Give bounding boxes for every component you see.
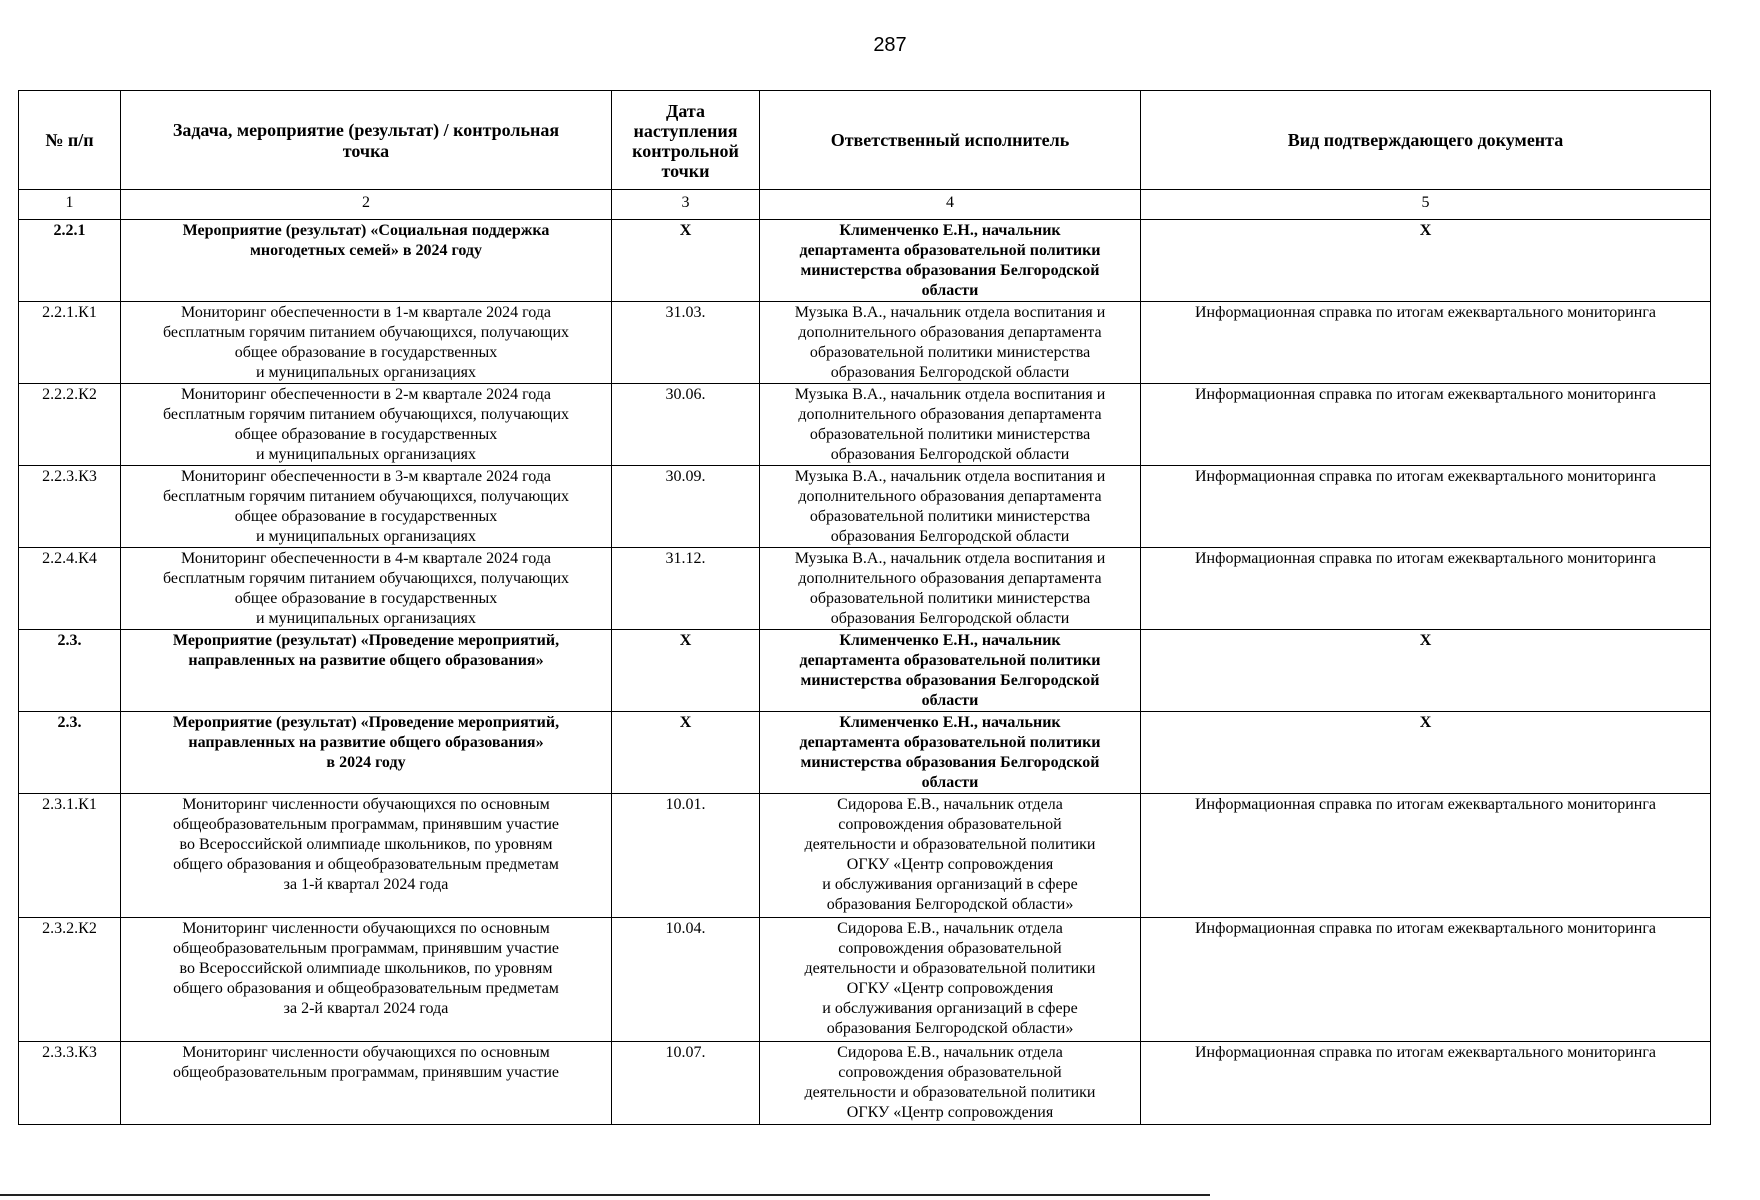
row-executor: Музыка В.А., начальник отдела воспитания и дополнительного образования департамента образовательной политики министерства образования Белгородской области bbox=[760, 466, 1141, 548]
column-number: 1 bbox=[19, 190, 121, 220]
row-task: Мониторинг численности обучающихся по основным общеобразовательным программам, принявшим участие bbox=[121, 1042, 612, 1125]
page-number: 287 bbox=[873, 34, 907, 56]
bottom-rule bbox=[0, 1194, 1210, 1196]
header-task: Задача, мероприятие (результат) / контрольная точка bbox=[121, 91, 612, 190]
row-date: 10.01. bbox=[612, 794, 760, 918]
row-executor: Клименченко Е.Н., начальник департамента образовательной политики министерства образования Белгородской области bbox=[760, 712, 1141, 794]
table-row bbox=[19, 302, 1711, 384]
row-document: Информационная справка по итогам ежеквартального мониторинга bbox=[1141, 918, 1711, 1042]
row-document: X bbox=[1141, 630, 1711, 712]
column-numbers-row bbox=[19, 190, 1711, 220]
row-document: Информационная справка по итогам ежеквартального мониторинга bbox=[1141, 1042, 1711, 1125]
row-task: Мониторинг численности обучающихся по основным общеобразовательным программам, принявшим участие во Всероссийской олимпиаде школьников, по уровням общего образования и общеобразовательным предметам за 1-й квартал 2024 года bbox=[121, 794, 612, 918]
row-document: Информационная справка по итогам ежеквартального мониторинга bbox=[1141, 384, 1711, 466]
column-number: 4 bbox=[760, 190, 1141, 220]
table-row bbox=[19, 794, 1711, 918]
row-task: Мероприятие (результат) «Проведение мероприятий, направленных на развитие общего образования» в 2024 году bbox=[121, 712, 612, 794]
row-document: Информационная справка по итогам ежеквартального мониторинга bbox=[1141, 302, 1711, 384]
column-number: 5 bbox=[1141, 190, 1711, 220]
row-document: Информационная справка по итогам ежеквартального мониторинга bbox=[1141, 466, 1711, 548]
row-executor: Сидорова Е.В., начальник отдела сопровождения образовательной деятельности и образовательной политики ОГКУ «Центр сопровождения и обслуживания организаций в сфере образования Белгородской области» bbox=[760, 918, 1141, 1042]
row-date: 31.03. bbox=[612, 302, 760, 384]
row-number: 2.3. bbox=[19, 712, 121, 794]
row-task: Мероприятие (результат) «Социальная поддержка многодетных семей» в 2024 году bbox=[121, 220, 612, 302]
row-document: X bbox=[1141, 712, 1711, 794]
row-date: 10.04. bbox=[612, 918, 760, 1042]
row-date: 31.12. bbox=[612, 548, 760, 630]
table-row bbox=[19, 1042, 1711, 1125]
header-number: № п/п bbox=[19, 91, 121, 190]
row-number: 2.2.1 bbox=[19, 220, 121, 302]
row-executor: Музыка В.А., начальник отдела воспитания и дополнительного образования департамента образовательной политики министерства образования Белгородской области bbox=[760, 384, 1141, 466]
row-task: Мониторинг обеспеченности в 3-м квартале 2024 года бесплатным горячим питанием обучающихся, получающих общее образование в государственных и муниципальных организациях bbox=[121, 466, 612, 548]
row-document: Информационная справка по итогам ежеквартального мониторинга bbox=[1141, 794, 1711, 918]
table-row bbox=[19, 712, 1711, 794]
row-task: Мониторинг численности обучающихся по основным общеобразовательным программам, принявшим участие во Всероссийской олимпиаде школьников, по уровням общего образования и общеобразовательным предметам за 2-й квартал 2024 года bbox=[121, 918, 612, 1042]
table-row bbox=[19, 918, 1711, 1042]
row-task: Мониторинг обеспеченности в 1-м квартале 2024 года бесплатным горячим питанием обучающихся, получающих общее образование в государственных и муниципальных организациях bbox=[121, 302, 612, 384]
row-executor: Клименченко Е.Н., начальник департамента образовательной политики министерства образования Белгородской области bbox=[760, 630, 1141, 712]
row-date: X bbox=[612, 712, 760, 794]
table-row bbox=[19, 220, 1711, 302]
header-date: Дата наступления контрольной точки bbox=[612, 91, 760, 190]
row-executor: Музыка В.А., начальник отдела воспитания и дополнительного образования департамента образовательной политики министерства образования Белгородской области bbox=[760, 548, 1141, 630]
table-row bbox=[19, 630, 1711, 712]
row-date: X bbox=[612, 220, 760, 302]
row-number: 2.2.3.К3 bbox=[19, 466, 121, 548]
row-document: Информационная справка по итогам ежеквартального мониторинга bbox=[1141, 548, 1711, 630]
row-number: 2.3.1.К1 bbox=[19, 794, 121, 918]
table-row bbox=[19, 384, 1711, 466]
row-date: X bbox=[612, 630, 760, 712]
row-number: 2.2.2.К2 bbox=[19, 384, 121, 466]
row-number: 2.3. bbox=[19, 630, 121, 712]
row-executor: Сидорова Е.В., начальник отдела сопровождения образовательной деятельности и образовательной политики ОГКУ «Центр сопровождения bbox=[760, 1042, 1141, 1125]
column-number: 2 bbox=[121, 190, 612, 220]
column-number: 3 bbox=[612, 190, 760, 220]
row-executor: Клименченко Е.Н., начальник департамента образовательной политики министерства образования Белгородской области bbox=[760, 220, 1141, 302]
row-task: Мониторинг обеспеченности в 2-м квартале 2024 года бесплатным горячим питанием обучающихся, получающих общее образование в государственных и муниципальных организациях bbox=[121, 384, 612, 466]
row-task: Мероприятие (результат) «Проведение мероприятий, направленных на развитие общего образования» bbox=[121, 630, 612, 712]
row-task: Мониторинг обеспеченности в 4-м квартале 2024 года бесплатным горячим питанием обучающихся, получающих общее образование в государственных и муниципальных организациях bbox=[121, 548, 612, 630]
table-row bbox=[19, 466, 1711, 548]
row-date: 30.09. bbox=[612, 466, 760, 548]
header-document: Вид подтверждающего документа bbox=[1141, 91, 1711, 190]
row-executor: Сидорова Е.В., начальник отдела сопровождения образовательной деятельности и образовательной политики ОГКУ «Центр сопровождения и обслуживания организаций в сфере образования Белгородской области» bbox=[760, 794, 1141, 918]
row-document: X bbox=[1141, 220, 1711, 302]
row-date: 10.07. bbox=[612, 1042, 760, 1125]
table-row bbox=[19, 548, 1711, 630]
row-date: 30.06. bbox=[612, 384, 760, 466]
row-number: 2.3.3.К3 bbox=[19, 1042, 121, 1125]
row-executor: Музыка В.А., начальник отдела воспитания и дополнительного образования департамента образовательной политики министерства образования Белгородской области bbox=[760, 302, 1141, 384]
header-executor: Ответственный исполнитель bbox=[760, 91, 1141, 190]
row-number: 2.3.2.К2 bbox=[19, 918, 121, 1042]
row-number: 2.2.1.К1 bbox=[19, 302, 121, 384]
row-number: 2.2.4.К4 bbox=[19, 548, 121, 630]
control-points-table bbox=[18, 90, 1711, 1125]
table-header-row bbox=[19, 91, 1711, 190]
